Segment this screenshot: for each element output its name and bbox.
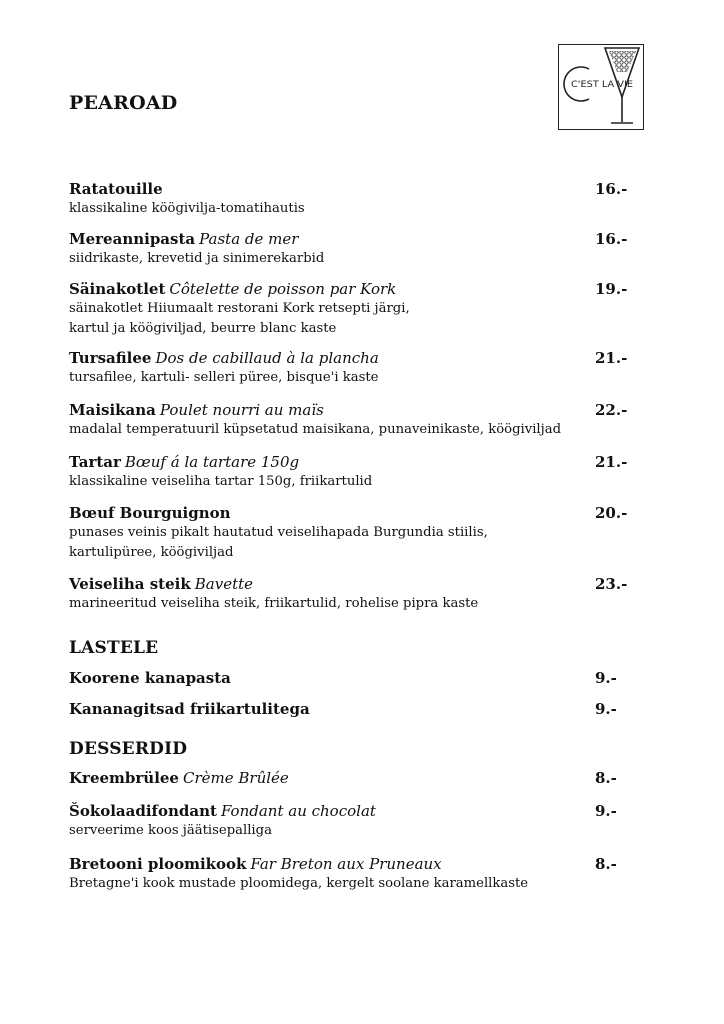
- item-name: Bœuf Bourguignon: [69, 504, 231, 522]
- item-price: 22.-: [595, 401, 628, 419]
- item-price: 21.-: [595, 349, 628, 367]
- menu-item: [69, 668, 629, 688]
- item-description: kartul ja köögiviljad, beurre blanc kaste: [69, 321, 337, 336]
- menu-item: [69, 801, 629, 841]
- item-description: marineeritud veiseliha steik, friikartulid, rohelise pipra kaste: [69, 596, 479, 611]
- menu-item: [69, 400, 629, 440]
- item-price: 21.-: [595, 453, 628, 471]
- item-name: Tursafilee: [69, 349, 152, 367]
- item-name: Ratatouille: [69, 180, 163, 198]
- item-description: punases veinis pikalt hautatud veiselihapada Burgundia stiilis,: [69, 525, 488, 540]
- item-price: 9.-: [595, 700, 617, 718]
- item-price: 8.-: [595, 769, 617, 787]
- item-name: Mereannipasta: [69, 230, 196, 248]
- item-french-name: Dos de cabillaud à la plancha: [155, 349, 379, 367]
- item-name: Kreembrülee: [69, 769, 179, 787]
- item-french-name: Bœuf á la tartare 150g: [124, 453, 300, 471]
- item-description: Bretagne'i kook mustade ploomidega, kergelt soolane karamellkaste: [69, 876, 529, 891]
- item-name: Šokolaadifondant: [69, 802, 217, 820]
- item-description: klassikaline köögivilja-tomatihautis: [69, 201, 305, 216]
- item-name: Säinakotlet: [69, 280, 166, 298]
- menu-item: [69, 179, 629, 219]
- menu-item: [69, 768, 629, 788]
- menu-item: [69, 279, 629, 339]
- item-name: Tartar: [69, 453, 121, 471]
- item-french-name: Bavette: [194, 575, 253, 593]
- item-description: kartulipüree, köögiviljad: [69, 545, 234, 560]
- item-price: 19.-: [595, 280, 628, 298]
- item-french-name: Far Breton aux Pruneaux: [250, 855, 442, 873]
- menu-item: [69, 574, 629, 614]
- item-name: Bretooni ploomikook: [69, 855, 247, 873]
- item-name: Kananagitsad friikartulitega: [69, 700, 310, 718]
- item-price: 23.-: [595, 575, 628, 593]
- menu-item: [69, 229, 629, 269]
- item-french-name: Crème Brûlée: [182, 769, 289, 787]
- item-price: 9.-: [595, 802, 617, 820]
- item-french-name: Poulet nourri au maïs: [159, 401, 324, 419]
- menu-item: [69, 348, 629, 388]
- item-description: serveerime koos jäätisepalliga: [69, 823, 272, 838]
- item-price: 16.-: [595, 180, 628, 198]
- item-description: säinakotlet Hiiumaalt restorani Kork retsepti järgi,: [69, 301, 410, 316]
- item-french-name: Côtelette de poisson par Kork: [169, 280, 397, 298]
- menu-item: [69, 452, 629, 492]
- item-price: 16.-: [595, 230, 628, 248]
- logo-glass-icon: [559, 45, 642, 128]
- menu-item: [69, 503, 629, 563]
- item-price: 8.-: [595, 855, 617, 873]
- item-description: klassikaline veiseliha tartar 150g, friikartulid: [69, 474, 373, 489]
- item-french-name: Pasta de mer: [199, 230, 299, 248]
- section-title-desserdid: DESSERDID: [69, 739, 188, 759]
- menu-item: [69, 854, 629, 894]
- item-name: Koorene kanapasta: [69, 669, 231, 687]
- item-french-name: Fondant au chocolat: [220, 802, 376, 820]
- item-description: madalal temperatuuril küpsetatud maisikana, punaveinikaste, köögiviljad: [69, 422, 562, 437]
- item-name: Veiseliha steik: [69, 575, 191, 593]
- cest-la-vie-logo: [558, 44, 644, 130]
- section-title-pearoad: PEAROAD: [69, 92, 178, 114]
- item-description: tursafilee, kartuli- selleri püree, bisque'i kaste: [69, 370, 379, 385]
- menu-item: [69, 699, 629, 719]
- item-description: siidrikaste, krevetid ja sinimerekarbid: [69, 251, 325, 266]
- section-title-lastele: LASTELE: [69, 638, 159, 658]
- item-name: Maisikana: [69, 401, 156, 419]
- logo-text: C'EST LA VIE: [571, 80, 634, 90]
- item-price: 9.-: [595, 669, 617, 687]
- item-price: 20.-: [595, 504, 628, 522]
